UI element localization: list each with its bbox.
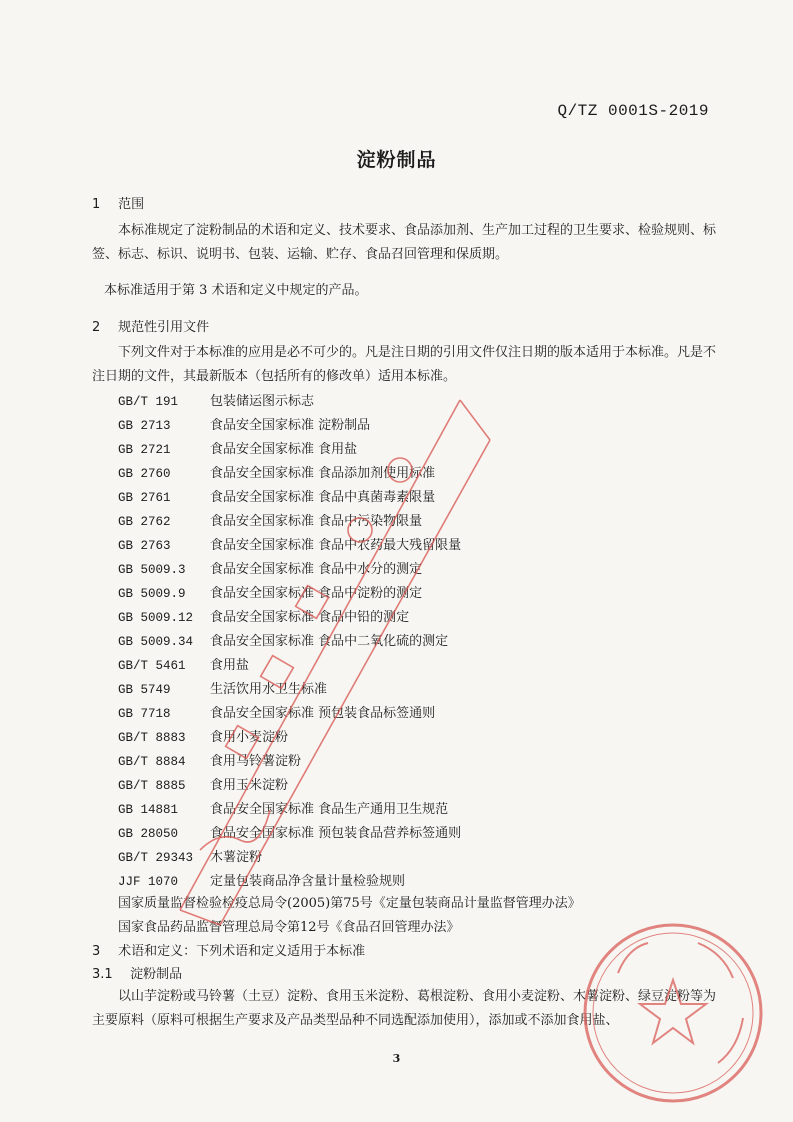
reference-item <box>118 870 678 894</box>
reference-code: GB 2760 <box>118 467 171 481</box>
reference-item <box>118 678 678 702</box>
reference-code: GB 2762 <box>118 515 171 529</box>
reference-item <box>118 438 678 462</box>
reference-title: 包装储运图示标志 <box>210 394 315 409</box>
reference-title: 食品安全国家标准 预包装食品标签通则 <box>210 706 436 721</box>
reference-item <box>118 702 678 726</box>
section-1-heading <box>92 193 144 212</box>
reference-code: GB/T 8884 <box>118 755 186 769</box>
reference-code: GB/T 8883 <box>118 731 186 745</box>
reference-code: GB/T 191 <box>118 395 179 409</box>
section-title: 术语和定义：下列术语和定义适用于本标准 <box>118 944 366 959</box>
reference-item <box>118 798 678 822</box>
reference-title: 食品安全国家标准 食品中水分的测定 <box>210 562 423 577</box>
page-title: 淀粉制品 <box>356 149 437 171</box>
reference-item <box>118 558 678 582</box>
scope-paragraph: 本标准规定了淀粉制品的术语和定义、技术要求、食品添加剂、生产加工过程的卫生要求、检验规则、标签、标志、标识、说明书、包装、运输、贮存、食品召回管理和保质期。 <box>92 223 717 262</box>
reference-item <box>118 750 678 774</box>
reference-item <box>118 510 678 534</box>
reference-code: GB 28050 <box>118 827 179 841</box>
reference-code: GB 2713 <box>118 419 171 433</box>
reference-title: 食品安全国家标准 淀粉制品 <box>210 418 371 433</box>
reference-title: 食用盐 <box>210 658 250 673</box>
reference-code: GB 2763 <box>118 539 171 553</box>
reference-title: 食品安全国家标准 食品中二氧化硫的测定 <box>210 634 449 649</box>
reference-item <box>118 774 678 798</box>
reference-code: GB/T 29343 <box>118 851 194 865</box>
standard-number: Q/TZ 0001S-2019 <box>557 102 709 120</box>
reference-code: JJF 1070 <box>118 875 179 889</box>
reference-title: 食用小麦淀粉 <box>210 730 289 745</box>
reference-title: 食品安全国家标准 食品中铅的测定 <box>210 610 410 625</box>
reference-item <box>118 606 678 630</box>
section-number: 2 <box>92 320 101 335</box>
section-title: 规范性引用文件 <box>118 320 210 335</box>
reference-list <box>118 390 678 894</box>
reference-title: 生活饮用水卫生标准 <box>210 682 328 697</box>
reference-code: GB 7718 <box>118 707 171 721</box>
section-title: 范围 <box>118 197 145 212</box>
reference-title: 食品安全国家标准 食品中淀粉的测定 <box>210 586 423 601</box>
reference-title: 食用玉米淀粉 <box>210 778 289 793</box>
reference-item <box>118 654 678 678</box>
reference-title: 食品安全国家标准 食品中污染物限量 <box>210 514 423 529</box>
reference-title: 食品安全国家标准 食品中真菌毒素限量 <box>210 490 436 505</box>
reference-code: GB 5749 <box>118 683 171 697</box>
applicability-paragraph: 本标准适用于第 3 术语和定义中规定的产品。 <box>104 283 368 298</box>
section-number: 1 <box>92 197 101 212</box>
reference-title: 定量包装商品净含量计量检验规则 <box>210 874 406 889</box>
reference-code: GB 5009.3 <box>118 563 186 577</box>
reference-title: 食用马铃薯淀粉 <box>210 754 302 769</box>
subsection-title: 淀粉制品 <box>130 967 183 982</box>
section-3-heading <box>92 940 365 959</box>
reference-title: 木薯淀粉 <box>210 850 263 865</box>
reference-title: 食品安全国家标准 食品中农药最大残留限量 <box>210 538 462 553</box>
subsection-number: 3.1 <box>92 967 113 982</box>
reference-title: 食品安全国家标准 预包装食品营养标签通则 <box>210 826 462 841</box>
page-number: 3 <box>392 1052 401 1065</box>
references-intro: 下列文件对于本标准的应用是必不可少的。凡是注日期的引用文件仅注日期的版本适用于本标准。凡是不注日期的文件，其最新版本（包括所有的修改单）适用本标准。 <box>92 345 717 384</box>
reference-item <box>118 822 678 846</box>
decree-reference: 国家食品药品监督管理总局令第12号《食品召回管理办法》 <box>118 920 460 935</box>
subsection-3-1-heading <box>92 963 182 982</box>
reference-code: GB 5009.9 <box>118 587 186 601</box>
section-number: 3 <box>92 944 101 959</box>
reference-code: GB 2721 <box>118 443 171 457</box>
definition-paragraph: 以山芋淀粉或马铃薯（土豆）淀粉、食用玉米淀粉、葛根淀粉、食用小麦淀粉、木薯淀粉、绿豆淀粉等为主要原料（原料可根据生产要求及产品类型品种不同选配添加使用），添加或不添加食用盐、 <box>92 989 717 1028</box>
reference-item <box>118 414 678 438</box>
reference-item <box>118 486 678 510</box>
reference-item <box>118 390 678 414</box>
reference-title: 食品安全国家标准 食品生产通用卫生规范 <box>210 802 449 817</box>
reference-code: GB 5009.12 <box>118 611 194 625</box>
decree-reference: 国家质量监督检验检疫总局令(2005)第75号《定量包装商品计量监督管理办法》 <box>118 896 581 911</box>
reference-code: GB 2761 <box>118 491 171 505</box>
reference-title: 食品安全国家标准 食用盐 <box>210 442 358 457</box>
reference-item <box>118 534 678 558</box>
reference-item <box>118 582 678 606</box>
reference-code: GB/T 8885 <box>118 779 186 793</box>
section-2-heading <box>92 316 209 335</box>
reference-item <box>118 726 678 750</box>
reference-code: GB 14881 <box>118 803 179 817</box>
reference-item <box>118 846 678 870</box>
reference-title: 食品安全国家标准 食品添加剂使用标准 <box>210 466 436 481</box>
reference-item <box>118 462 678 486</box>
reference-item <box>118 630 678 654</box>
reference-code: GB 5009.34 <box>118 635 194 649</box>
reference-code: GB/T 5461 <box>118 659 186 673</box>
